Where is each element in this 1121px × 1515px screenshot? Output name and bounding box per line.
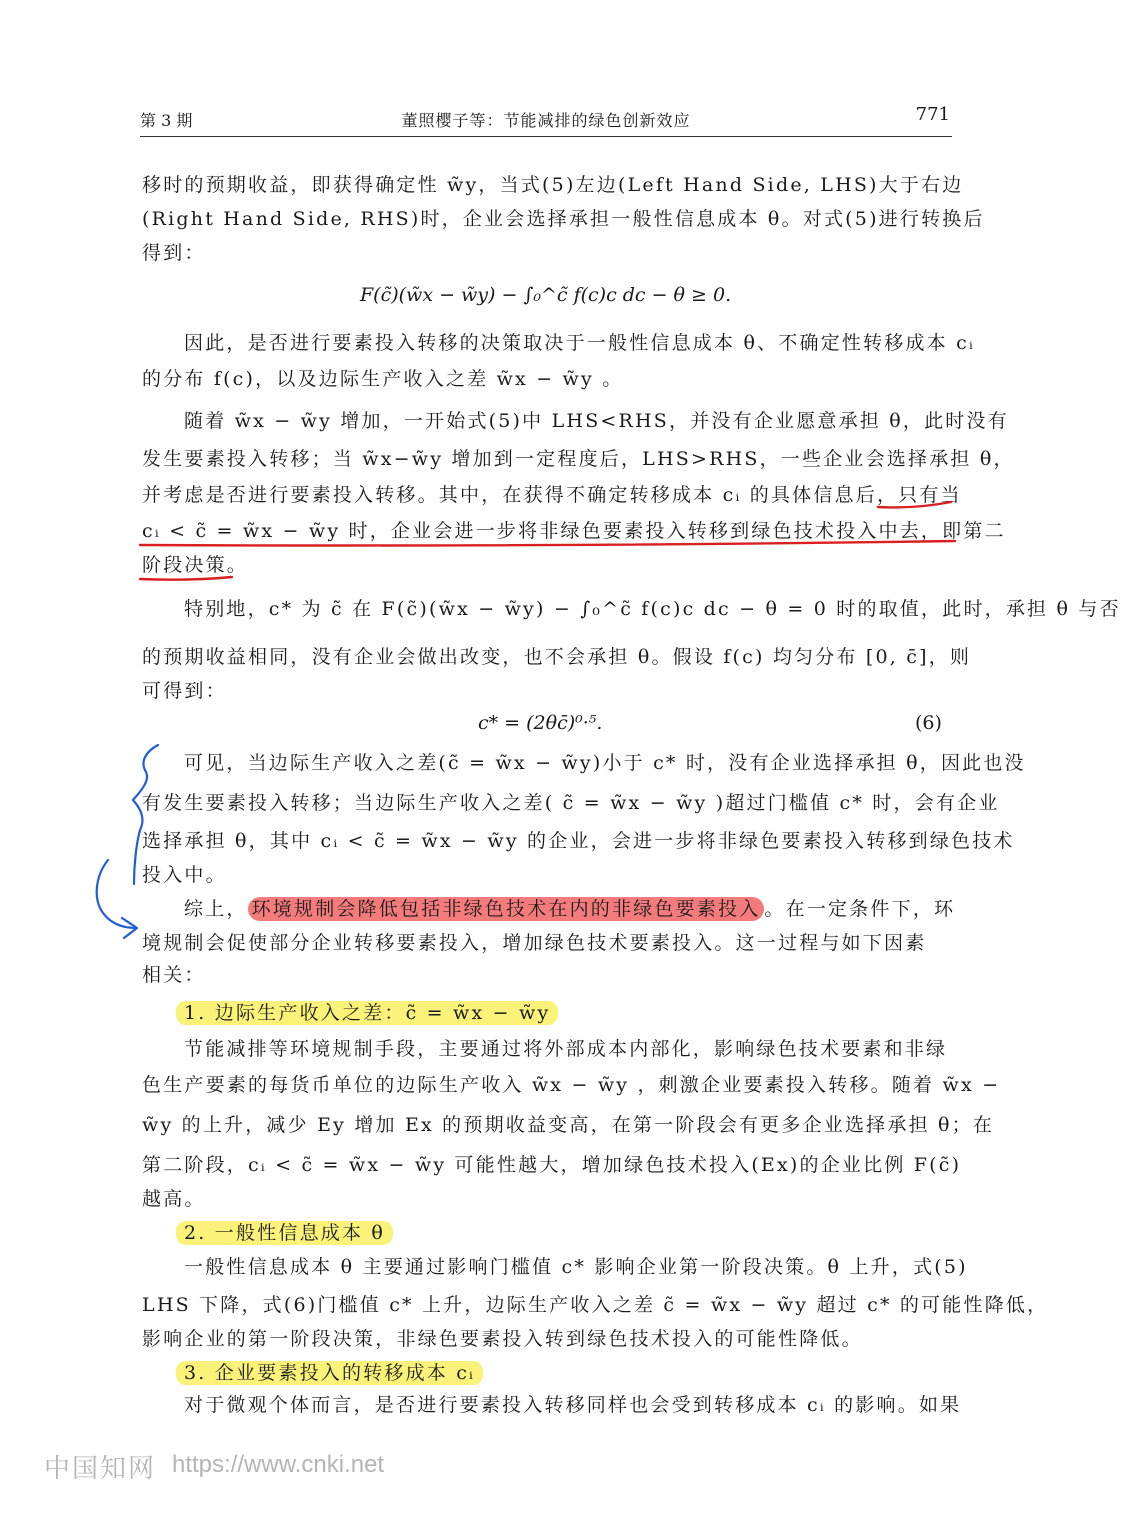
text-line: 境规制会促使部分企业转移要素投入，增加绿色技术要素投入。这一过程与如下因素 (142, 932, 927, 954)
text-line: 的预期收益相同，没有企业会做出改变，也不会承担 θ。假设 f(c) 均匀分布 [0, c̄]，则 (142, 646, 972, 668)
equation-number: (6) (915, 712, 942, 734)
text-line: 得到： (142, 242, 206, 264)
text-line: cᵢ < c̃ = w̃x − w̃y 时，企业会进一步将非绿色要素投入转移到绿色技术投入中去，即第二 (142, 520, 1006, 542)
running-header (140, 104, 952, 137)
cnki-url[interactable]: https://www.cnki.net (172, 1451, 385, 1478)
text-line: 投入中。 (142, 864, 227, 886)
text-line: 一般性信息成本 θ 主要通过影响门槛值 c* 影响企业第一阶段决策。θ 上升，式(5) (184, 1256, 968, 1278)
text-line: w̃y 的上升，减少 Ey 增加 Ex 的预期收益变高，在第一阶段会有更多企业选择承担 θ；在 (142, 1114, 995, 1136)
blue-arrow-curve (97, 860, 136, 928)
yellow-highlight: 3. 企业要素投入的转移成本 cᵢ (176, 1361, 483, 1385)
text-line: 随着 w̃x − w̃y 增加，一开始式(5)中 LHS<RHS，并没有企业愿意承担 θ，此时没有 (184, 410, 1009, 432)
text-line: (Right Hand Side, RHS)时，企业会选择承担一般性信息成本 θ。对式(5)进行转换后 (142, 208, 985, 230)
text-line: 的分布 f(c)，以及边际生产收入之差 w̃x − w̃y 。 (142, 368, 624, 390)
issue-label: 第 3 期 (140, 111, 193, 130)
cnki-brand: 中国知网 (44, 1454, 157, 1484)
page-number: 771 (915, 104, 950, 125)
text-line: 越高。 (142, 1188, 206, 1210)
text-line: 阶段决策。 (142, 554, 249, 576)
text-line: 第二阶段，cᵢ < c̃ = w̃x − w̃y 可能性越大，增加绿色技术投入(Ex)的企业比例 F(c̃) (142, 1154, 962, 1176)
text-line: 色生产要素的每货币单位的边际生产收入 w̃x − w̃y ，刺激企业要素投入转移。随着 w̃x − (142, 1074, 1001, 1096)
yellow-highlight: 1. 边际生产收入之差：c̃ = w̃x − w̃y (176, 1001, 558, 1025)
text-line: 选择承担 θ，其中 cᵢ < c̃ = w̃x − w̃y 的企业，会进一步将非绿色要素投入转移到绿色技术 (142, 830, 1015, 852)
blue-arrow-head (122, 918, 137, 938)
text-line: LHS 下降，式(6)门槛值 c* 上升，边际生产收入之差 c̃ = w̃x − w̃y 超过 c* 的可能性降低， (142, 1294, 1049, 1316)
text-line: 节能减排等环境规制手段，主要通过将外部成本内部化，影响绿色技术要素和非绿 (184, 1038, 948, 1060)
text-line: 可得到： (142, 680, 227, 702)
text-line (184, 896, 956, 922)
text-line: 有发生要素投入转移；当边际生产收入之差( c̃ = w̃x − w̃y )超过门槛值 c* 时，会有企业 (142, 792, 1000, 814)
text-fragment: 综上， (184, 898, 248, 920)
text-line: 可见，当边际生产收入之差(c̃ = w̃x − w̃y)小于 c* 时，没有企业选择承担 θ，因此也没 (184, 752, 1026, 774)
section-heading-1 (184, 1000, 952, 1026)
section-heading-3 (184, 1360, 952, 1386)
text-line: 发生要素投入转移；当 w̃x−w̃y 增加到一定程度后，LHS>RHS，一些企业会选择承担 θ， (142, 448, 1015, 470)
text-line: 影响企业的第一阶段决策，非绿色要素投入转到绿色技术投入的可能性降低。 (142, 1328, 863, 1350)
section-heading-2 (184, 1220, 952, 1246)
text-fragment: 。在一定条件下，环 (764, 898, 956, 920)
text-line: 移时的预期收益，即获得确定性 w̃y，当式(5)左边(Left Hand Side, LHS)大于右边 (142, 174, 964, 196)
yellow-highlight: 2. 一般性信息成本 θ (176, 1221, 393, 1245)
formula-inequality: F(c̃)(w̃x − w̃y) − ∫₀^c̃ f(c)c dc − θ ≥ 0. (360, 284, 732, 306)
running-title: 董照樱子等：节能减排的绿色创新效应 (401, 111, 691, 130)
text-line: 对于微观个体而言，是否进行要素投入转移同样也会受到转移成本 cᵢ 的影响。如果 (184, 1394, 962, 1416)
text-line: 因此，是否进行要素投入转移的决策取决于一般性信息成本 θ、不确定性转移成本 cᵢ (184, 332, 975, 354)
text-line: 相关： (142, 964, 206, 986)
red-highlight: 环境规制会降低包括非绿色技术在内的非绿色要素投入 (248, 897, 765, 921)
text-line: 并考虑是否进行要素投入转移。其中，在获得不确定转移成本 cᵢ 的具体信息后，只有当 (142, 484, 962, 506)
text-line: 特别地，c* 为 c̃ 在 F(c̃)(w̃x − w̃y) − ∫₀^c̃ f(c)c dc − θ = 0 时的取值，此时，承担 θ 与否 (184, 598, 1121, 620)
formula-threshold: c* = (2θc̄)⁰·⁵. (478, 712, 603, 734)
